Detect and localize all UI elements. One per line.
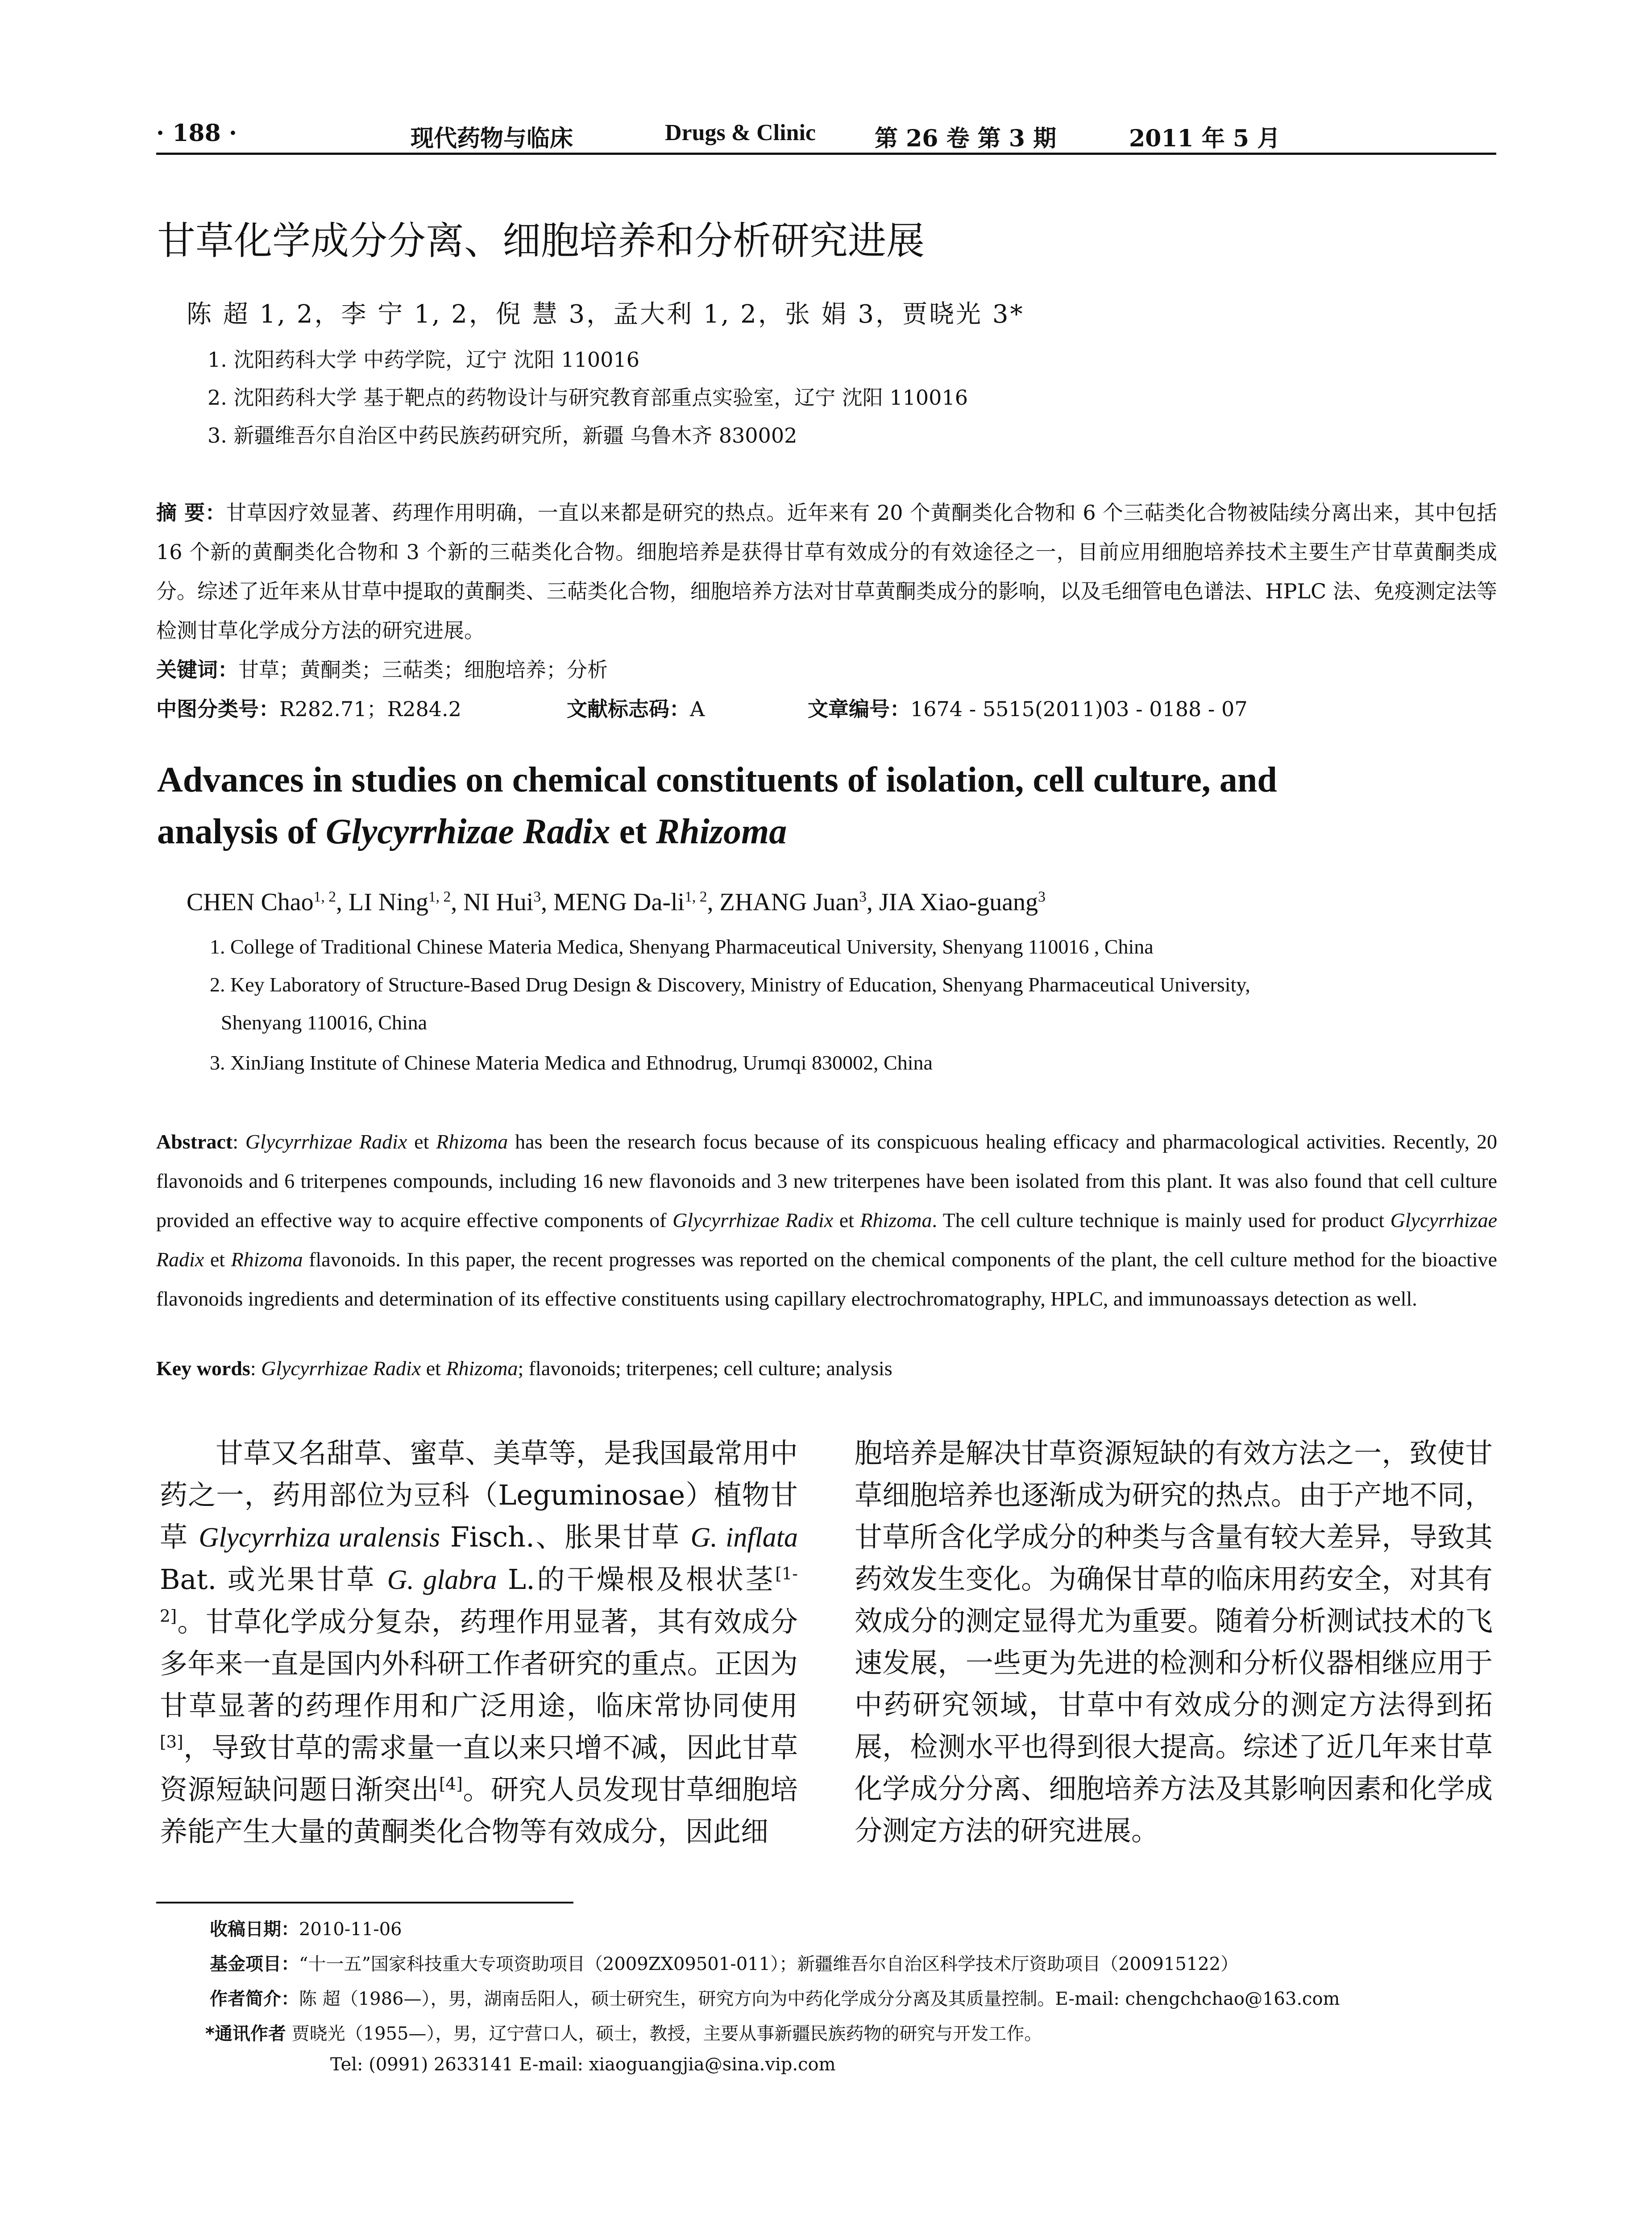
en-authors: CHEN Chao$^{1, 2}$, LI Ning$^{1, 2}$, NI Hui$^3$, MENG Da-li$^{1, 2}$, ZHANG Juan$^3$, JIA Xiao-guang$^3$ — [187, 888, 1046, 916]
en-affiliation-2: 2. Key Laboratory of Structure-Based Drug Design & Discovery, Ministry of Education, Shenyang Pharmaceutical University, — [210, 973, 1250, 996]
journal-name-en: Drugs & Clinic — [665, 120, 816, 145]
en-keywords-label: Key words — [156, 1357, 250, 1380]
footnote-rule — [156, 1902, 573, 1903]
cn-authors: 陈 超 1, 2，李 宁 1, 2，倪 慧 3，孟大利 1, 2，张 娟 3，贾晓光 3* — [187, 300, 1025, 329]
cn-keywords-text: 甘草；黄酮类；三萜类；细胞培养；分析 — [238, 658, 608, 682]
clc-value: R282.71；R284.2 — [279, 697, 461, 721]
cn-keywords — [156, 654, 608, 683]
en-title — [157, 754, 1496, 858]
article-number-value: 1674 - 5515(2011)03 - 0188 - 07 — [910, 697, 1248, 721]
en-title-line-1: Advances in studies on chemical constituents of isolation, cell culture, and — [157, 760, 1277, 800]
cn-affiliation-3: 3. 新疆维吾尔自治区中药民族药研究所，新疆 乌鲁木齐 830002 — [208, 423, 797, 448]
body-column-left: 甘草又名甜草、蜜草、美草等，是我国最常用中药之一，药用部位为豆科（Leguminosae）植物甘草 Glycyrrhiza uralensis Fisch.、胀果甘草 G. inflata Bat. 或光果甘草 G. glabra L.的干燥根及根状茎[1-2]。甘草化学成分复杂，药理作用显著，其有效成分多年来一直是国内外科研工作者研究的重点。正因为甘草显著的药理作用和广泛用途，临床常协同使用[3]，导致甘草的需求量一直以来只增不减，因此甘草资源短缺问题日渐突出[4]。研究人员发现甘草细胞培养能产生大量的黄酮类化合物等有效成分，因此细 — [160, 1437, 798, 1848]
cn-title: 甘草化学成分分离、细胞培养和分析研究进展 — [157, 219, 925, 263]
citation-3: [3] — [160, 1732, 183, 1752]
clc-number — [156, 693, 461, 722]
citation-4: [4] — [439, 1774, 463, 1794]
footnote-author-bio: 作者简介：陈 超（1986—），男，湖南岳阳人，硕士研究生，研究方向为中药化学成分分离及其质量控制。E-mail: chengchchao@163.com — [210, 1989, 1340, 2009]
issue-info: 第 26 卷 第 3 期 — [875, 125, 1057, 152]
en-keywords: Key words: Glycyrrhizae Radix et Rhizoma; flavonoids; triterpenes; cell culture; analysis — [156, 1357, 892, 1380]
cn-abstract-text: 甘草因疗效显著、药理作用明确，一直以来都是研究的热点。近年来有 20 个黄酮类化合物和 6 个三萜类化合物被陆续分离出来，其中包括 16 个新的黄酮类化合物和 3 个新的三萜类化合物。细胞培养是获得甘草有效成分的有效途径之一，目前应用细胞培养技术主要生产甘草黄酮类成分。综述了近年来从甘草中提取的黄酮类、三萜类化合物，细胞培养方法对甘草黄酮类成分的影响，以及毛细管电色谱法、HPLC 法、免疫测定法等检测甘草化学成分方法的研究进展。 — [156, 501, 1497, 643]
footnote-contact: Tel: (0991) 2633141 E-mail: xiaoguangjia@sina.vip.com — [330, 2054, 836, 2075]
doc-code — [567, 693, 705, 722]
doc-code-label: 文献标志码： — [567, 697, 690, 721]
en-abstract-label: Abstract — [156, 1130, 233, 1153]
clc-label: 中图分类号： — [156, 697, 279, 721]
en-affiliation-1: 1. College of Traditional Chinese Materia Medica, Shenyang Pharmaceutical University, Shenyang 110016 , China — [210, 935, 1154, 958]
cn-abstract-label: 摘 要： — [156, 501, 226, 525]
doc-code-value: A — [690, 697, 705, 721]
en-affiliation-3: 3. XinJiang Institute of Chinese Materia Medica and Ethnodrug, Urumqi 830002, China — [210, 1051, 933, 1074]
article-number-label: 文章编号： — [808, 697, 910, 721]
issue-date: 2011 年 5 月 — [1129, 125, 1281, 152]
cn-affiliation-1: 1. 沈阳药科大学 中药学院，辽宁 沈阳 110016 — [208, 348, 639, 372]
running-header — [156, 120, 1495, 155]
en-affiliation-2-cont: Shenyang 110016, China — [221, 1011, 428, 1034]
footnote-corresponding: *通讯作者 贾晓光（1955—），男，辽宁营口人，硕士，教授，主要从事新疆民族药物的研究与开发工作。 — [205, 2024, 1042, 2044]
en-title-line-2: analysis of Glycyrrhizae Radix et Rhizoma — [157, 812, 787, 851]
en-abstract: Abstract: Glycyrrhizae Radix et Rhizoma has been the research focus because of its conspicuous healing efficacy and pharmacological activities. Recently, 20 flavonoids and 6 triterpenes compounds, including 16 new flavonoids and 3 new triterpenes have been isolated from this plant. It was also found that cell culture provided an effective way to acquire effective components of Glycyrrhizae Radix et Rhizoma. The cell culture technique is mainly used for product Glycyrrhizae Radix et Rhizoma flavonoids. In this paper, the recent progresses was reported on the chemical components of the plant, the cell culture method for the bioactive flavonoids ingredients and determination of its effective constituents using capillary electrochromatography, HPLC, and immunoassays detection as well. — [156, 1130, 1498, 1310]
cn-keywords-label: 关键词： — [156, 658, 238, 682]
cn-abstract — [156, 493, 1497, 650]
cn-affiliation-2: 2. 沈阳药科大学 基于靶点的药物设计与研究教育部重点实验室，辽宁 沈阳 110016 — [208, 386, 968, 410]
footnote-received: 收稿日期：2010-11-06 — [210, 1919, 402, 1940]
citation-1-2: [1-2] — [160, 1563, 798, 1626]
page-number: · 188 · — [156, 120, 237, 147]
journal-name-cn: 现代药物与临床 — [411, 125, 573, 152]
footnote-fund: 基金项目：“十一五”国家科技重大专项资助项目（2009ZX09501-011）；新疆维吾尔自治区科学技术厅资助项目（200915122） — [210, 1954, 1239, 1974]
body-column-right: 胞培养是解决甘草资源短缺的有效方法之一，致使甘草细胞培养也逐渐成为研究的热点。由于产地不同，甘草所含化学成分的种类与含量有较大差异，导致其药效发生变化。为确保甘草的临床用药安全，对其有效成分的测定显得尤为重要。随着分析测试技术的飞速发展，一些更为先进的检测和分析仪器相继应用于中药研究领域，甘草中有效成分的测定方法得到拓展，检测水平也得到很大提高。综述了近几年来甘草化学成分分离、细胞培养方法及其影响因素和化学成分测定方法的研究进展。 — [855, 1437, 1493, 1847]
header-rule — [156, 153, 1496, 155]
article-number — [808, 693, 1248, 722]
